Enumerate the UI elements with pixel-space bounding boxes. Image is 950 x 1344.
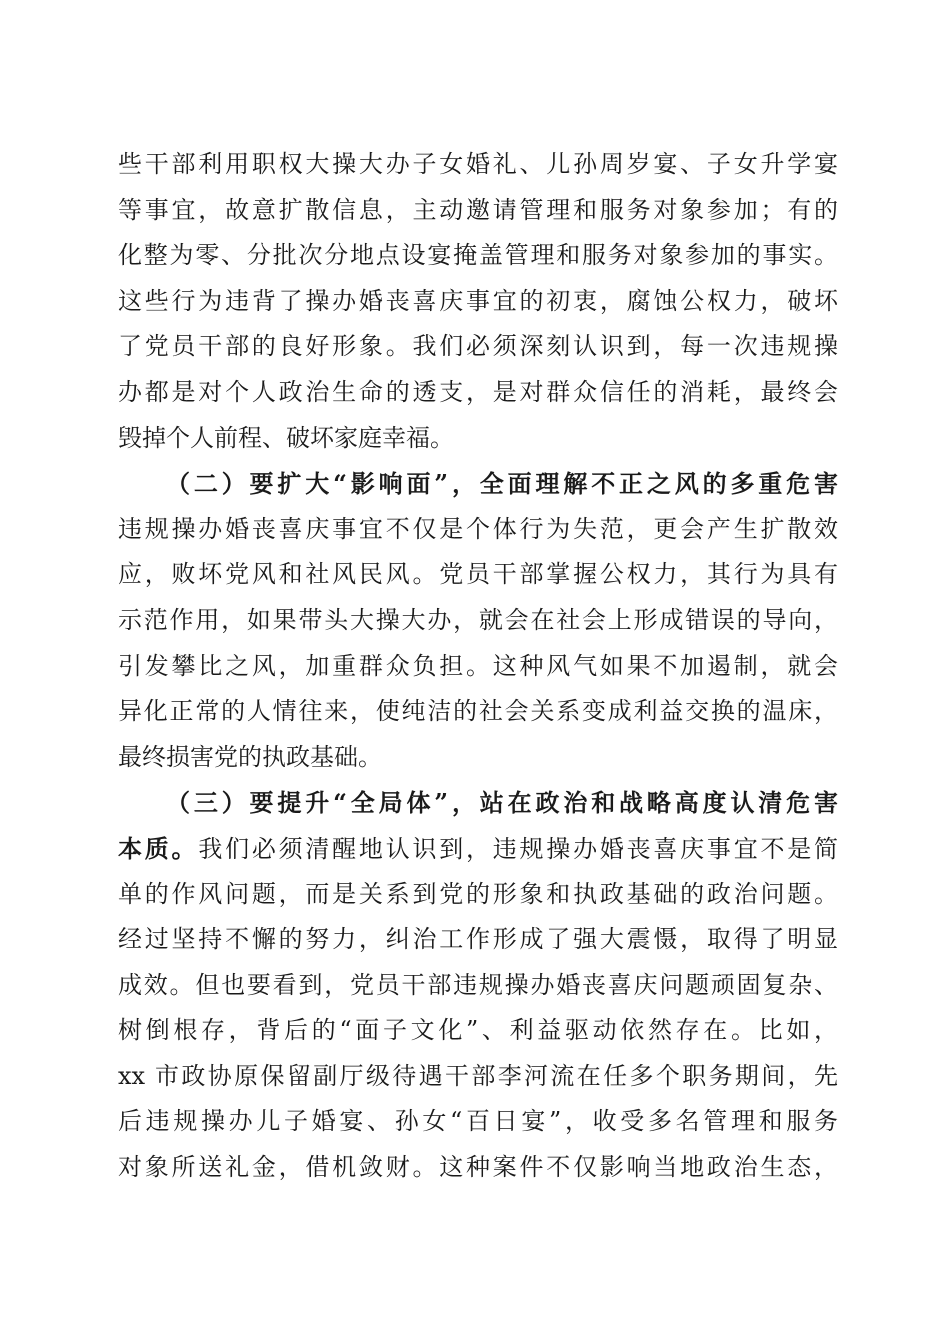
paragraph-1-line-5: 了党员干部的良好形象。我们必须深刻认识到，每一次违规操 [118, 332, 838, 361]
paragraph-2-line-1: 违规操办婚丧喜庆事宜不仅是个体行为失范，更会产生扩散效 [118, 514, 838, 543]
paragraph-2-line-2: 应，败坏党风和社风民风。党员干部掌握公权力，其行为具有 [118, 560, 838, 589]
paragraph-3-line-5: 树倒根存，背后的“面子文化”、利益驱动依然存在。比如， [118, 1016, 838, 1045]
document-body [118, 142, 838, 1191]
paragraph-3-line-8: 对象所送礼金，借机敛财。这种案件不仅影响当地政治生态， [118, 1153, 838, 1182]
section-heading-3-continuation: 本质。 [118, 833, 199, 863]
paragraph-2-line-6: 最终损害党的执政基础。 [118, 742, 382, 771]
paragraph-2-line-5: 异化正常的人情往来，使纯洁的社会关系变成利益交换的温床， [118, 697, 838, 726]
paragraph-3-line-1-text: 我们必须清醒地认识到，违规操办婚丧喜庆事宜不是简 [198, 834, 839, 863]
paragraph-1-line-2: 等事宜，故意扩散信息，主动邀请管理和服务对象参加；有的 [118, 195, 838, 224]
paragraph-1-line-4: 这些行为违背了操办婚丧喜庆事宜的初衷，腐蚀公权力，破坏 [118, 286, 838, 315]
paragraph-3-line-1 [118, 826, 838, 872]
section-heading-3: （三）要提升“全局体”，站在政治和战略高度认清危害 [166, 788, 838, 818]
paragraph-1-line-7: 毁掉个人前程、破坏家庭幸福。 [118, 423, 454, 452]
paragraph-3-line-6: xx 市政协原保留副厅级待遇干部李河流在任多个职务期间，先 [118, 1061, 838, 1090]
paragraph-3-line-7: 后违规操办儿子婚宴、孙女“百日宴”，收受多名管理和服务 [118, 1107, 838, 1136]
paragraph-3-line-3: 经过坚持不懈的努力，纠治工作形成了强大震慑，取得了明显 [118, 925, 838, 954]
paragraph-2-line-4: 引发攀比之风，加重群众负担。这种风气如果不加遏制，就会 [118, 651, 838, 680]
paragraph-3-line-2: 单的作风问题，而是关系到党的形象和执政基础的政治问题。 [118, 879, 838, 908]
section-heading-2: （二）要扩大“影响面”，全面理解不正之风的多重危害 [166, 469, 838, 499]
paragraph-1-line-3: 化整为零、分批次分地点设宴掩盖管理和服务对象参加的事实。 [118, 241, 838, 270]
paragraph-1-line-6: 办都是对个人政治生命的透支，是对群众信任的消耗，最终会 [118, 377, 838, 406]
paragraph-2-line-3: 示范作用，如果带头大操大办，就会在社会上形成错误的导向， [118, 605, 838, 634]
paragraph-3-line-4: 成效。但也要看到，党员干部违规操办婚丧喜庆问题顽固复杂、 [118, 970, 838, 999]
paragraph-1-line-1: 些干部利用职权大操大办子女婚礼、儿孙周岁宴、子女升学宴 [118, 150, 838, 178]
